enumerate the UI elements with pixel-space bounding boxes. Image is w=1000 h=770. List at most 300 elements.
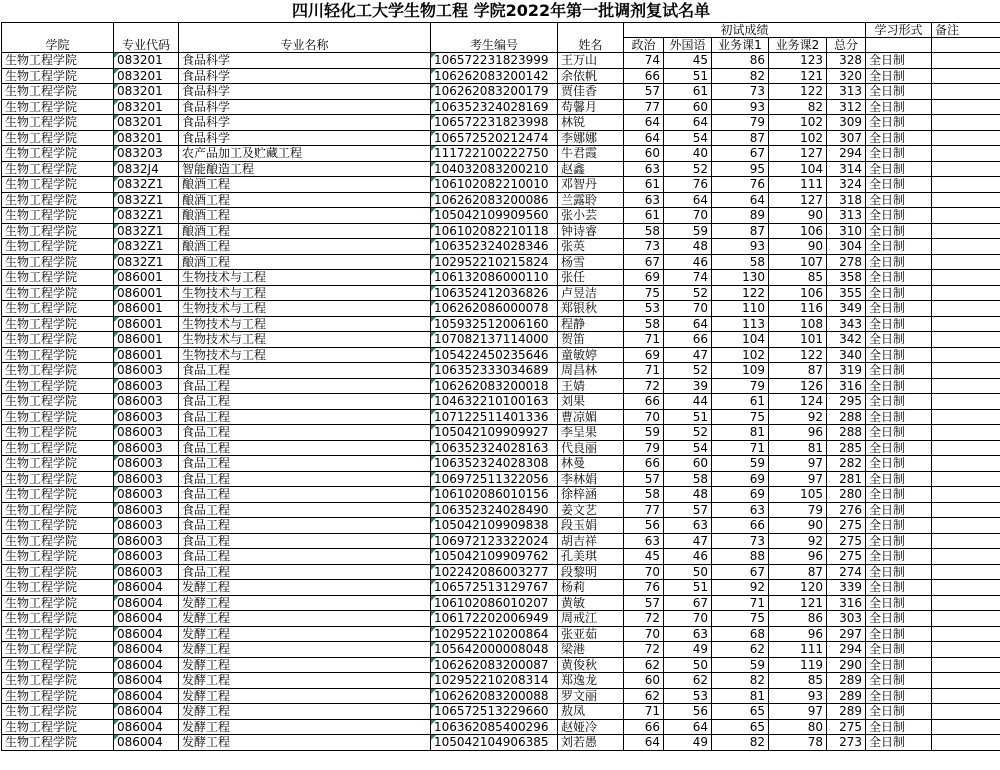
header-subject2: 业务课2 [769, 38, 827, 53]
table-row [2, 161, 1000, 177]
cell-subject1: 82 [712, 673, 769, 689]
cell-exam-no: 105042109909560 [431, 208, 558, 224]
cell-college: 生物工程学院 [2, 99, 114, 115]
cell-subject2: 124 [769, 394, 827, 410]
cell-exam-no: 106102082210010 [431, 177, 558, 193]
table-row [2, 719, 1000, 735]
header-remarks-empty [932, 38, 1000, 53]
cell-subject1: 64 [712, 192, 769, 208]
cell-foreign-language: 54 [664, 130, 712, 146]
table-row [2, 564, 1000, 580]
cell-remarks [932, 332, 1000, 348]
cell-exam-no: 102952210200864 [431, 626, 558, 642]
cell-subject2: 101 [769, 332, 827, 348]
table-row [2, 657, 1000, 673]
cell-exam-no: 105042109909838 [431, 518, 558, 534]
cell-major-code: 086004 [114, 735, 179, 751]
cell-foreign-language: 54 [664, 440, 712, 456]
cell-total: 281 [827, 471, 866, 487]
cell-student-name: 牛君霞 [558, 146, 624, 162]
cell-foreign-language: 50 [664, 564, 712, 580]
cell-exam-no: 105932512006160 [431, 316, 558, 332]
header-exam-no: 考生编号 [431, 23, 558, 53]
header-study-form-empty [866, 38, 932, 53]
cell-foreign-language: 52 [664, 285, 712, 301]
cell-total: 289 [827, 688, 866, 704]
cell-politics: 57 [624, 595, 664, 611]
table-row [2, 378, 1000, 394]
cell-study-form: 全日制 [866, 611, 932, 627]
table-row [2, 68, 1000, 84]
cell-major-name: 食品工程 [179, 394, 431, 410]
cell-subject2: 123 [769, 53, 827, 69]
cell-politics: 72 [624, 642, 664, 658]
cell-college: 生物工程学院 [2, 642, 114, 658]
cell-exam-no: 105042109909927 [431, 425, 558, 441]
cell-student-name: 段玉娟 [558, 518, 624, 534]
cell-study-form: 全日制 [866, 704, 932, 720]
cell-subject2: 92 [769, 533, 827, 549]
cell-subject1: 130 [712, 270, 769, 286]
table-row [2, 409, 1000, 425]
cell-major-name: 食品工程 [179, 518, 431, 534]
cell-remarks [932, 611, 1000, 627]
cell-study-form: 全日制 [866, 254, 932, 270]
cell-subject1: 67 [712, 564, 769, 580]
cell-college: 生物工程学院 [2, 192, 114, 208]
cell-college: 生物工程学院 [2, 84, 114, 100]
cell-total: 314 [827, 161, 866, 177]
cell-subject1: 93 [712, 239, 769, 255]
cell-major-code: 086004 [114, 580, 179, 596]
cell-subject1: 104 [712, 332, 769, 348]
cell-subject1: 87 [712, 223, 769, 239]
table-row [2, 704, 1000, 720]
cell-exam-no: 106572520212474 [431, 130, 558, 146]
cell-subject1: 88 [712, 549, 769, 565]
cell-study-form: 全日制 [866, 735, 932, 751]
cell-major-code: 086003 [114, 409, 179, 425]
cell-exam-no: 105642000008048 [431, 642, 558, 658]
cell-remarks [932, 533, 1000, 549]
table-row [2, 347, 1000, 363]
cell-subject2: 108 [769, 316, 827, 332]
cell-remarks [932, 192, 1000, 208]
cell-major-code: 086003 [114, 363, 179, 379]
cell-study-form: 全日制 [866, 642, 932, 658]
cell-subject2: 106 [769, 285, 827, 301]
table-row [2, 394, 1000, 410]
cell-student-name: 敖凤 [558, 704, 624, 720]
cell-politics: 71 [624, 363, 664, 379]
cell-major-name: 食品工程 [179, 533, 431, 549]
cell-politics: 71 [624, 704, 664, 720]
cell-subject1: 110 [712, 301, 769, 317]
table-row [2, 518, 1000, 534]
cell-study-form: 全日制 [866, 719, 932, 735]
cell-remarks [932, 239, 1000, 255]
cell-study-form: 全日制 [866, 378, 932, 394]
cell-subject1: 122 [712, 285, 769, 301]
cell-college: 生物工程学院 [2, 657, 114, 673]
cell-exam-no: 106132086000110 [431, 270, 558, 286]
cell-remarks [932, 471, 1000, 487]
cell-subject2: 79 [769, 502, 827, 518]
cell-remarks [932, 735, 1000, 751]
cell-major-name: 食品科学 [179, 115, 431, 131]
cell-politics: 60 [624, 146, 664, 162]
cell-major-code: 086004 [114, 719, 179, 735]
cell-major-code: 086004 [114, 611, 179, 627]
cell-remarks [932, 53, 1000, 69]
cell-student-name: 孔美琪 [558, 549, 624, 565]
cell-total: 304 [827, 239, 866, 255]
cell-total: 339 [827, 580, 866, 596]
cell-major-code: 086004 [114, 626, 179, 642]
cell-exam-no: 106352324028490 [431, 502, 558, 518]
cell-major-name: 发酵工程 [179, 673, 431, 689]
cell-exam-no: 106572231823999 [431, 53, 558, 69]
cell-exam-no: 106102086010207 [431, 595, 558, 611]
cell-major-code: 086004 [114, 642, 179, 658]
cell-exam-no: 106972511322056 [431, 471, 558, 487]
cell-major-code: 086003 [114, 471, 179, 487]
cell-major-name: 发酵工程 [179, 611, 431, 627]
cell-remarks [932, 316, 1000, 332]
cell-major-name: 发酵工程 [179, 735, 431, 751]
cell-total: 282 [827, 456, 866, 472]
header-initial-scores: 初试成绩 [624, 23, 866, 38]
cell-subject1: 71 [712, 595, 769, 611]
cell-college: 生物工程学院 [2, 53, 114, 69]
cell-remarks [932, 580, 1000, 596]
cell-total: 275 [827, 533, 866, 549]
cell-foreign-language: 47 [664, 347, 712, 363]
cell-college: 生物工程学院 [2, 580, 114, 596]
cell-exam-no: 106352412036826 [431, 285, 558, 301]
cell-subject2: 102 [769, 115, 827, 131]
cell-study-form: 全日制 [866, 285, 932, 301]
cell-major-name: 发酵工程 [179, 626, 431, 642]
cell-foreign-language: 60 [664, 99, 712, 115]
cell-major-code: 086003 [114, 549, 179, 565]
cell-college: 生物工程学院 [2, 440, 114, 456]
cell-total: 294 [827, 642, 866, 658]
cell-subject2: 85 [769, 270, 827, 286]
cell-study-form: 全日制 [866, 161, 932, 177]
cell-subject2: 102 [769, 130, 827, 146]
cell-subject2: 121 [769, 595, 827, 611]
cell-remarks [932, 223, 1000, 239]
cell-total: 295 [827, 394, 866, 410]
cell-politics: 58 [624, 316, 664, 332]
cell-major-code: 083201 [114, 84, 179, 100]
cell-politics: 69 [624, 270, 664, 286]
cell-major-code: 086004 [114, 704, 179, 720]
cell-exam-no: 106362085400296 [431, 719, 558, 735]
cell-major-name: 食品工程 [179, 425, 431, 441]
table-row [2, 611, 1000, 627]
cell-major-code: 086004 [114, 657, 179, 673]
cell-college: 生物工程学院 [2, 549, 114, 565]
cell-student-name: 黄敏 [558, 595, 624, 611]
cell-college: 生物工程学院 [2, 626, 114, 642]
cell-foreign-language: 51 [664, 68, 712, 84]
cell-major-name: 食品工程 [179, 564, 431, 580]
cell-subject1: 75 [712, 611, 769, 627]
cell-politics: 70 [624, 564, 664, 580]
cell-study-form: 全日制 [866, 270, 932, 286]
cell-total: 313 [827, 84, 866, 100]
cell-remarks [932, 130, 1000, 146]
cell-politics: 45 [624, 549, 664, 565]
cell-politics: 75 [624, 285, 664, 301]
cell-subject2: 82 [769, 99, 827, 115]
cell-major-name: 发酵工程 [179, 580, 431, 596]
table-row [2, 688, 1000, 704]
cell-student-name: 徐梓涵 [558, 487, 624, 503]
cell-subject2: 122 [769, 347, 827, 363]
cell-college: 生物工程学院 [2, 316, 114, 332]
page-title: 四川轻化工大学生物工程 学院2022年第一批调剂复试名单 [2, 0, 1000, 23]
cell-major-code: 0832Z1 [114, 254, 179, 270]
cell-student-name: 李林娟 [558, 471, 624, 487]
cell-subject2: 111 [769, 642, 827, 658]
cell-remarks [932, 719, 1000, 735]
cell-major-name: 发酵工程 [179, 704, 431, 720]
cell-subject1: 81 [712, 425, 769, 441]
cell-major-code: 086001 [114, 347, 179, 363]
cell-major-name: 食品科学 [179, 53, 431, 69]
cell-subject1: 79 [712, 115, 769, 131]
cell-study-form: 全日制 [866, 347, 932, 363]
cell-subject1: 62 [712, 642, 769, 658]
cell-major-code: 083203 [114, 146, 179, 162]
cell-major-code: 0832Z1 [114, 208, 179, 224]
cell-major-code: 083201 [114, 130, 179, 146]
cell-major-code: 086003 [114, 456, 179, 472]
cell-politics: 70 [624, 409, 664, 425]
cell-subject1: 76 [712, 177, 769, 193]
cell-study-form: 全日制 [866, 84, 932, 100]
table-row [2, 549, 1000, 565]
cell-subject1: 68 [712, 626, 769, 642]
cell-college: 生物工程学院 [2, 378, 114, 394]
cell-politics: 66 [624, 394, 664, 410]
cell-exam-no: 107122511401336 [431, 409, 558, 425]
cell-subject2: 81 [769, 440, 827, 456]
cell-study-form: 全日制 [866, 518, 932, 534]
cell-foreign-language: 64 [664, 115, 712, 131]
cell-major-name: 生物技术与工程 [179, 270, 431, 286]
cell-student-name: 贾佳香 [558, 84, 624, 100]
cell-subject2: 85 [769, 673, 827, 689]
cell-major-code: 083201 [114, 115, 179, 131]
cell-remarks [932, 425, 1000, 441]
cell-politics: 66 [624, 719, 664, 735]
cell-major-name: 食品工程 [179, 409, 431, 425]
cell-major-name: 食品工程 [179, 549, 431, 565]
cell-total: 318 [827, 192, 866, 208]
cell-college: 生物工程学院 [2, 363, 114, 379]
header-foreign-language: 外国语 [664, 38, 712, 53]
cell-foreign-language: 70 [664, 208, 712, 224]
cell-study-form: 全日制 [866, 208, 932, 224]
cell-student-name: 周昌林 [558, 363, 624, 379]
cell-total: 280 [827, 487, 866, 503]
cell-subject2: 96 [769, 626, 827, 642]
table-row [2, 673, 1000, 689]
cell-student-name: 曹凉媚 [558, 409, 624, 425]
cell-student-name: 张小芸 [558, 208, 624, 224]
table-row [2, 53, 1000, 69]
cell-subject2: 122 [769, 84, 827, 100]
cell-politics: 79 [624, 440, 664, 456]
cell-foreign-language: 67 [664, 595, 712, 611]
cell-foreign-language: 63 [664, 518, 712, 534]
cell-politics: 66 [624, 68, 664, 84]
cell-major-code: 086001 [114, 285, 179, 301]
cell-college: 生物工程学院 [2, 735, 114, 751]
cell-subject1: 79 [712, 378, 769, 394]
cell-foreign-language: 53 [664, 688, 712, 704]
cell-student-name: 王婧 [558, 378, 624, 394]
cell-study-form: 全日制 [866, 332, 932, 348]
cell-subject1: 69 [712, 487, 769, 503]
cell-subject1: 59 [712, 456, 769, 472]
cell-study-form: 全日制 [866, 471, 932, 487]
cell-major-name: 农产品加工及贮藏工程 [179, 146, 431, 162]
cell-foreign-language: 64 [664, 719, 712, 735]
cell-politics: 72 [624, 611, 664, 627]
cell-politics: 62 [624, 688, 664, 704]
cell-college: 生物工程学院 [2, 347, 114, 363]
cell-foreign-language: 48 [664, 487, 712, 503]
cell-total: 343 [827, 316, 866, 332]
cell-student-name: 钟诗睿 [558, 223, 624, 239]
cell-total: 349 [827, 301, 866, 317]
table-row [2, 440, 1000, 456]
cell-college: 生物工程学院 [2, 409, 114, 425]
cell-exam-no: 106102082210118 [431, 223, 558, 239]
cell-foreign-language: 51 [664, 409, 712, 425]
cell-politics: 56 [624, 518, 664, 534]
cell-subject2: 87 [769, 363, 827, 379]
header-remarks: 备注 [932, 23, 1000, 38]
cell-total: 313 [827, 208, 866, 224]
cell-subject1: 73 [712, 84, 769, 100]
cell-remarks [932, 657, 1000, 673]
cell-exam-no: 106262083200086 [431, 192, 558, 208]
cell-total: 278 [827, 254, 866, 270]
cell-total: 285 [827, 440, 866, 456]
cell-politics: 74 [624, 53, 664, 69]
cell-total: 290 [827, 657, 866, 673]
cell-remarks [932, 301, 1000, 317]
cell-subject1: 82 [712, 735, 769, 751]
cell-student-name: 周戒江 [558, 611, 624, 627]
cell-major-code: 086003 [114, 564, 179, 580]
cell-remarks [932, 285, 1000, 301]
cell-subject2: 96 [769, 549, 827, 565]
cell-foreign-language: 52 [664, 363, 712, 379]
cell-remarks [932, 254, 1000, 270]
cell-subject1: 67 [712, 146, 769, 162]
cell-remarks [932, 549, 1000, 565]
cell-student-name: 李呈果 [558, 425, 624, 441]
cell-politics: 58 [624, 223, 664, 239]
cell-major-code: 083201 [114, 99, 179, 115]
cell-subject1: 109 [712, 363, 769, 379]
cell-study-form: 全日制 [866, 301, 932, 317]
cell-exam-no: 106352324028169 [431, 99, 558, 115]
cell-subject2: 92 [769, 409, 827, 425]
cell-subject2: 106 [769, 223, 827, 239]
cell-subject1: 66 [712, 518, 769, 534]
cell-foreign-language: 61 [664, 84, 712, 100]
cell-politics: 77 [624, 502, 664, 518]
table-row [2, 177, 1000, 193]
cell-college: 生物工程学院 [2, 239, 114, 255]
cell-total: 342 [827, 332, 866, 348]
cell-study-form: 全日制 [866, 673, 932, 689]
cell-student-name: 胡吉祥 [558, 533, 624, 549]
cell-study-form: 全日制 [866, 223, 932, 239]
cell-major-name: 生物技术与工程 [179, 347, 431, 363]
cell-student-name: 邓智丹 [558, 177, 624, 193]
cell-study-form: 全日制 [866, 239, 932, 255]
cell-major-code: 083201 [114, 53, 179, 69]
cell-student-name: 赵鑫 [558, 161, 624, 177]
cell-politics: 64 [624, 130, 664, 146]
cell-foreign-language: 58 [664, 471, 712, 487]
cell-politics: 70 [624, 626, 664, 642]
cell-subject1: 87 [712, 130, 769, 146]
cell-student-name: 郑银秋 [558, 301, 624, 317]
cell-subject2: 126 [769, 378, 827, 394]
cell-student-name: 程静 [558, 316, 624, 332]
cell-student-name: 郑逸龙 [558, 673, 624, 689]
cell-study-form: 全日制 [866, 657, 932, 673]
cell-remarks [932, 456, 1000, 472]
cell-college: 生物工程学院 [2, 208, 114, 224]
cell-exam-no: 106352324028163 [431, 440, 558, 456]
cell-remarks [932, 595, 1000, 611]
cell-study-form: 全日制 [866, 626, 932, 642]
cell-exam-no: 105042104906385 [431, 735, 558, 751]
cell-major-code: 086004 [114, 673, 179, 689]
cell-exam-no: 106972123322024 [431, 533, 558, 549]
cell-college: 生物工程学院 [2, 332, 114, 348]
cell-foreign-language: 44 [664, 394, 712, 410]
cell-exam-no: 106262083200087 [431, 657, 558, 673]
cell-major-name: 智能酿造工程 [179, 161, 431, 177]
header-major-name: 专业名称 [179, 23, 431, 53]
cell-subject1: 61 [712, 394, 769, 410]
cell-remarks [932, 440, 1000, 456]
cell-subject2: 105 [769, 487, 827, 503]
cell-major-name: 食品工程 [179, 456, 431, 472]
table-row [2, 626, 1000, 642]
cell-student-name: 张亚茹 [558, 626, 624, 642]
cell-exam-no: 111722100222750 [431, 146, 558, 162]
table-row [2, 192, 1000, 208]
cell-total: 274 [827, 564, 866, 580]
cell-subject2: 107 [769, 254, 827, 270]
table-row [2, 363, 1000, 379]
cell-politics: 67 [624, 254, 664, 270]
cell-remarks [932, 177, 1000, 193]
